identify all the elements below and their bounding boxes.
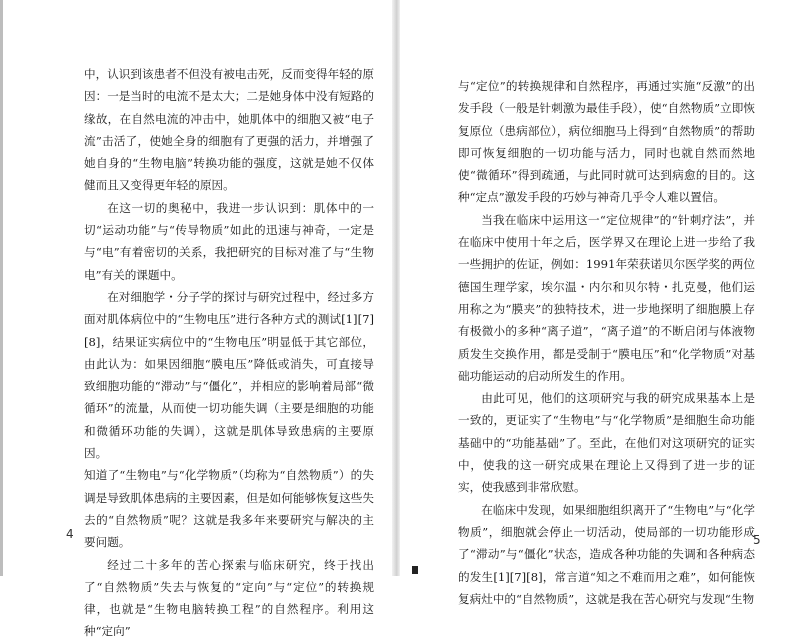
right-paragraph-1: 与“定位”的转换规律和自然程序，再通过实施“反激”的出发手段（一般是针刺激为最佳手段），使“自然物质”立即恢复原位（患病部位），病位细胞马上得到“自然物质”的帮助即可恢复细胞的一切功能与活力，同时也就自然而然地使“微循环”得到疏通，与此同时就可达到病愈的目的。这种“定点”激发手段的巧妙与神奇几乎令人难以置信。 xyxy=(458,79,755,205)
left-paragraph-4: 知道了“生物电”与“化学物质”（均称为“自然物质”）的失调是导致肌体患病的主要因素，但是如何能够恢复这些失去的“自然物质”呢？这就是我多年来要研究与解决的主要问题。 xyxy=(84,468,374,550)
right-page xyxy=(398,0,793,606)
left-paragraph-1: 中，认识到该患者不但没有被电击死，反而变得年轻的原因：一是当时的电流不是太大；二是她身体中没有短路的缘故，在自然电流的冲击中，她肌体中的细胞又被“电子流”击活了，使她全身的细胞有了更强的活力，并增强了她自身的“生物电脑”转换功能的强度，这就是她不仅体健而且又变得更年轻的原因。 xyxy=(84,67,374,193)
right-page-text xyxy=(458,75,755,610)
right-paragraph-2: 当我在临床中运用这一“定位规律”的“针刺疗法”，并在临床中使用十年之后，医学界又在理论上进一步给了我一些拥护的佐证，例如：1991年荣获诺贝尔医学奖的两位德国生理学家，埃尔温・内尔和贝尔特・扎克曼，他们运用称之为“膜夹”的独特技术，进一步地探明了细胞膜上存有极微小的多种“离子道”，“离子道”的不断启闭与体液物质发生交换作用，都是受制于“膜电压”和“化学物质”对基础功能运动的启动所发生的作用。 xyxy=(458,212,755,383)
left-paragraph-2: 在这一切的奥秘中，我进一步认识到：肌体中的一切“运动功能”与“传导物质”如此的迅速与神奇，一定是与“电”有着密切的关系，我把研究的目标对准了与“生物电”有关的课题中。 xyxy=(84,200,374,282)
left-paragraph-5: 经过二十多年的苦心探索与临床研究，终于找出了“自然物质”失去与恢复的“定向”与“定位”的转换规律，也就是“生物电脑转换工程”的自然程序。利用这种“定向” xyxy=(84,557,374,639)
left-page-text xyxy=(84,63,374,643)
left-page xyxy=(0,0,395,639)
right-page-number: 5 xyxy=(753,533,761,547)
right-paragraph-4: 在临床中发现，如果细胞组织离开了“生物电”与“化学物质”，细胞就会停止一切活动，使局部的一切功能形成了“滞动”与“僵化”状态，造成各种功能的失调和各种病态的发生[1][7][8]，常言道“知之不难而用之难”，如何能恢复病灶中的“自然物质”，这就是我在苦心研究与发现“生物 xyxy=(458,502,755,606)
scan-mark xyxy=(412,566,418,574)
left-page-number: 4 xyxy=(66,527,74,541)
left-paragraph-3: 在对细胞学・分子学的探讨与研究过程中，经过多方面对肌体病位中的“生物电压”进行各种方式的测试[1][7][8]，结果证实病位中的“生物电压”明显低于其它部位，由此认为：如果因细胞“膜电压”降低或消失，可直接导致细胞功能的“滞动”与“僵化”，并相应的影响着局部“微循环”的流量，从而使一切功能失调（主要是细胞的功能和微循环功能的失调），这就是肌体导致患病的主要原因。 xyxy=(84,289,374,461)
right-paragraph-3: 由此可见，他们的这项研究与我的研究成果基本上是一致的，更证实了“生物电”与“化学物质”是细胞生命功能基础中的“功能基础”了。至此，在他们对这项研究的证实中，使我的这一研究成果在理论上又得到了进一步的证实，使我感到非常欣慰。 xyxy=(458,391,755,495)
